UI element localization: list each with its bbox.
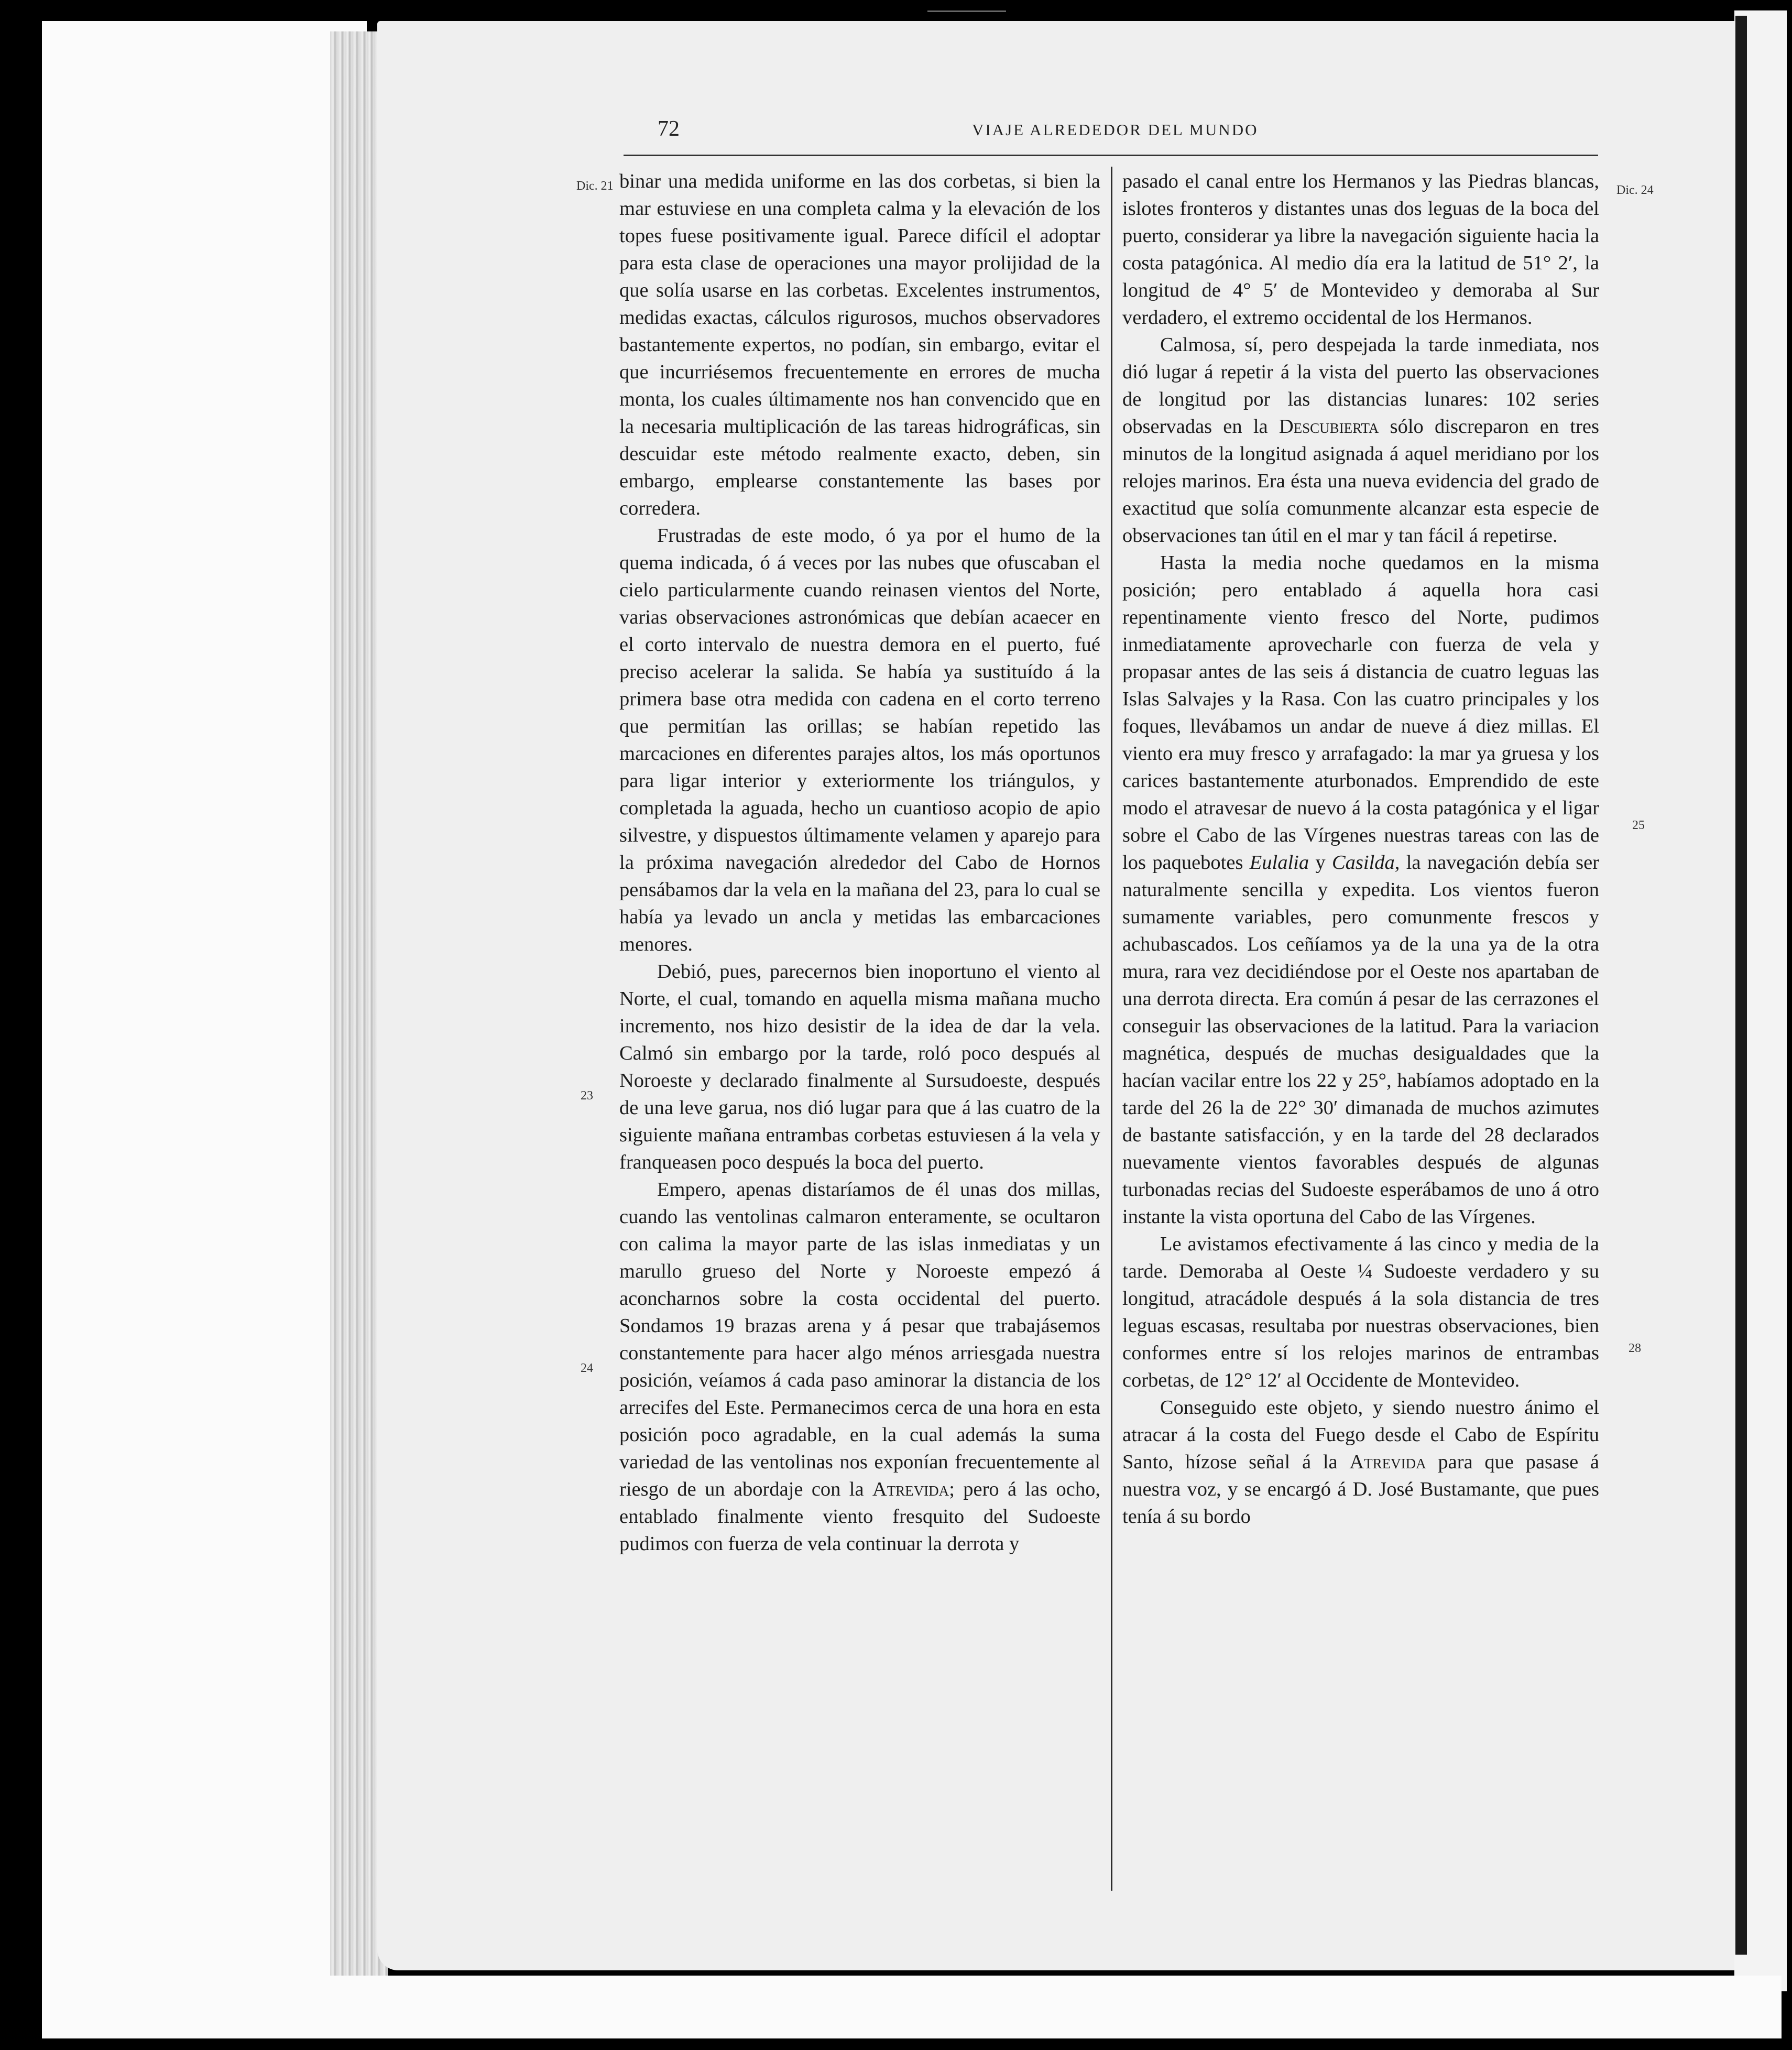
text-run: Empero, apenas distaríamos de él unas dos millas, cuando las ventolinas calmaron enteramente, se ocultaron con calima la mayor parte de las islas inmediatas y un marullo grueso del Norte y Noroeste empezó á aconcharnos sobre la costa occidental del puerto. Sondamos 19 brazas arena y á pesar que trabajásemos constantemente para hacer algo ménos arriesgada nuestra posición, veíamos á cada paso aminorar la distancia de los arrecifes del Este. Permanecimos cerca de una hora en esta posición poco agradable, en la cual además la suma variedad de las ventolinas nos exponían frecuentemente al riesgo de un abordaje con la xyxy=(619,1179,1100,1500)
text-run: Conseguido este objeto, y siendo nuestro ánimo el atracar á la costa del Fuego desde el Cabo de Espíritu Santo, hízose señal á la xyxy=(1122,1397,1599,1473)
paragraph xyxy=(1122,331,1599,549)
text-run: para que pasase á nuestra voz, y se encargó á D. José Bustamante, que pues tenía á su bordo xyxy=(1122,1451,1599,1528)
margin-date-28: 28 xyxy=(1629,1342,1641,1355)
paragraph: pasado el canal entre los Hermanos y las Piedras blancas, islotes fronteros y distantes unas dos leguas de la boca del puerto, considerar ya libre la navegación siguiente hacia la costa patagónica. Al medio día era la latitud de 51° 2′, la longitud de 4° 5′ de Montevideo y demoraba al Sur verdadero, el extremo occidental de los Hermanos. xyxy=(1122,170,1599,329)
text-run: Hasta la media noche quedamos en la misma posición; pero entablado á aquella hora casi repentinamente viento fresco del Norte, pudimos inmediatamente aprovecharle con fuerza de vela y propasar antes de las seis á distancia de cuatro leguas las Islas Salvajes y la Rasa. Con las cuatro principales y los foques, llevábamos un andar de nueve á diez millas. El viento era muy fresco y arrafagado: la mar ya gruesa y los carices bastantemente aturbonados. Emprendido de este modo el atravesar de nuevo á la costa patagónica y el ligar sobre el Cabo de las Vírgenes nuestras tareas con las de los paquebotes xyxy=(1122,552,1599,874)
ship-name: Casilda xyxy=(1331,852,1395,874)
page-header xyxy=(658,116,1601,148)
running-title: VIAJE ALREDEDOR DEL MUNDO xyxy=(972,121,1259,139)
paragraph xyxy=(619,1176,1100,1557)
scan-artifact-line xyxy=(927,10,1006,12)
text-run: sólo discreparon en tres minutos de la longitud asignada á aquel meridiano por los relojes marinos. Era ésta una nueva evidencia del grado de exactitud que solía comunmente alcanzar esta especie de observaciones tan útil en el mar y tan fácil á repetirse. xyxy=(1122,416,1599,547)
paragraph: Le avistamos efectivamente á las cinco y media de la tarde. Demoraba al Oeste ¼ Sudoeste verdadero y su longitud, atracádole después á la sola distancia de tres leguas escasas, resultaba por nuestras observaciones, bien conformes entre sí los relojes marinos de entrambas corbetas, de 12° 12′ al Occidente de Montevideo. xyxy=(1122,1233,1599,1391)
paragraph: Frustradas de este modo, ó ya por el humo de la quema indicada, ó á veces por las nubes que ofuscaban el cielo particularmente cuando reinasen vientos del Norte, varias observaciones astronómicas que debían acaecer en el corto intervalo de nuestra demora en el puerto, fué preciso acelerar la salida. Se había ya sustituído á la primera base otra medida con cadena en el corto terreno que permitían las orillas; se habían repetido las marcaciones en diferentes parajes altos, los más oportunos para ligar interior y exteriormente los triángulos, y completada la aguada, hecho un cuantioso acopio de apio silvestre, y dispuestos últimamente velamen y aparejo para la próxima navegación alrededor del Cabo de Hornos pensábamos dar la vela en la mañana del 23, para lo cual se había ya levado un ancla y metidas las embarcaciones menores. xyxy=(619,525,1100,955)
margin-date-23: 23 xyxy=(581,1089,593,1103)
text-column-right xyxy=(1122,168,1599,1881)
page-number: 72 xyxy=(658,117,680,141)
text-column-left xyxy=(619,168,1100,1881)
ship-name: Descubierta xyxy=(1279,416,1379,438)
book-spine-shadow xyxy=(1735,16,1747,1955)
margin-date-dic-24: Dic. 24 xyxy=(1616,183,1654,197)
ship-name: Atrevida xyxy=(1349,1451,1426,1473)
text-run: Calmosa, sí, pero despejada la tarde inmediata, nos dió lugar á repetir á la vista del puerto las observaciones de longitud por las distancias lunares: 102 series observadas en la xyxy=(1122,334,1599,438)
ship-name: Atrevida xyxy=(872,1478,949,1500)
paragraph: binar una medida uniforme en las dos corbetas, si bien la mar estuviese en una completa calma y la elevación de los topes fuese positivamente igual. Parece difícil el adoptar para esta clase de operaciones una mayor prolijidad de la que solía usarse en las corbetas. Excelentes instrumentos, medidas exactas, cálculos rigurosos, muchos observadores bastantemente expertos, no podían, sin embargo, evitar el que incurriésemos frecuentemente en errores de mucha monta, los cuales últimamente nos han convencido que en la necesaria multiplicación de las tareas hidrográficas, sin descuidar este método realmente exacto, deben, sin embargo, emplearse constantemente las bases por corredera. xyxy=(619,170,1100,519)
paragraph xyxy=(1122,549,1599,1230)
header-rule xyxy=(624,155,1598,156)
text-run: , la navegación debía ser naturalmente sencilla y expedita. Los vientos fueron sumamente variables, pero comunmente frescos y achubascados. Los ceñíamos ya de la una ya de la otra mura, rara vez decidiéndose por el Oeste nos apartaban de una derrota directa. Era común á pesar de las cerrazones el conseguir las observaciones de la latitud. Para la variacion magnética, después de muchas desigualdades que la hacían vacilar entre los 22 y 25°, habíamos adoptado en la tarde del 26 la de 22° 30′ dimanada de muchos azimutes de bastante satisfacción, y en la tarde del 28 declarados nuevamente vientos favorables después de algunas turbonadas recias del Sudoeste esperábamos de uno á otro instante la vista oportuna del Cabo de las Vírgenes. xyxy=(1122,852,1599,1228)
ship-name: Eulalia xyxy=(1249,852,1309,874)
paragraph xyxy=(1122,1394,1599,1530)
margin-date-dic-21: Dic. 21 xyxy=(576,179,614,193)
text-run: y xyxy=(1315,852,1326,874)
paragraph: Debió, pues, parecernos bien inoportuno el viento al Norte, el cual, tomando en aquella misma mañana mucho incremento, nos hizo desistir de la idea de dar la vela. Calmó sin embargo por la tarde, roló poco después al Noroeste y declarado finalmente al Sursudoeste, después de una leve garua, nos dió lugar para que á las cuatro de la siguiente mañana entrambas corbetas estuviesen á la vela y franqueasen poco después la boca del puerto. xyxy=(619,961,1100,1173)
text-run: ; pero á las ocho, entablado finalmente viento fresquito del Sudoeste pudimos con fuerza de vela continuar la derrota y xyxy=(619,1478,1100,1555)
margin-date-24: 24 xyxy=(581,1361,593,1375)
scan-margin-bottom xyxy=(42,1976,1782,2038)
margin-date-25: 25 xyxy=(1632,819,1645,832)
column-divider xyxy=(1111,167,1112,1891)
scan-margin-left xyxy=(42,21,367,2028)
